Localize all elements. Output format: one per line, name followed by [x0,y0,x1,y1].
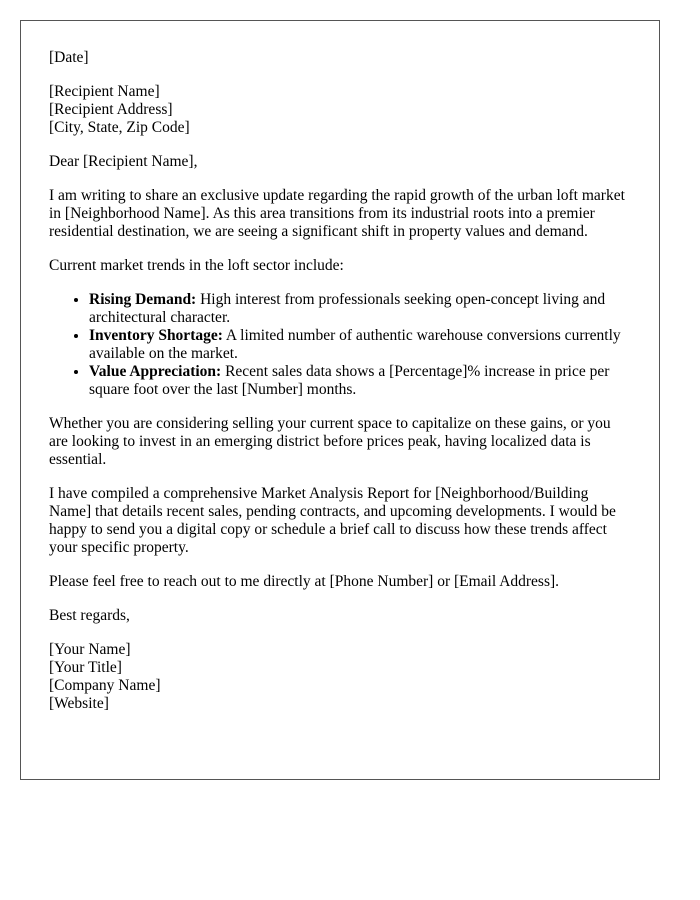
salutation: Dear [Recipient Name], [49,153,198,170]
trend-title: Inventory Shortage: [89,327,223,344]
letter-page [20,20,660,780]
trend-text: A limited number of authentic warehouse conversions currently available on the market. [89,327,621,362]
paragraph-contact: Please feel free to reach out to me directly at [Phone Number] or [Email Address]. [49,573,560,590]
signature-title: [Your Title] [49,659,122,676]
trends-list [49,291,631,399]
paragraph-intro: I am writing to share an exclusive update regarding the rapid growth of the urban loft market in [Neighborhood Name]. As this area transitions from its industrial roots into a premier residential destination, we are seeing a significant shift in property values and demand. [49,187,625,240]
recipient-address: [Recipient Address] [49,101,173,118]
closing: Best regards, [49,607,130,624]
signature-name: [Your Name] [49,641,131,658]
signature-company: [Company Name] [49,677,161,694]
trend-item [89,327,631,363]
recipient-city-state-zip: [City, State, Zip Code] [49,119,190,136]
paragraph-report: I have compiled a comprehensive Market Analysis Report for [Neighborhood/Building Name] that details recent sales, pending contracts, and upcoming developments. I would be happy to send you a digital copy or schedule a brief call to discuss how these trends affect your specific property. [49,485,616,556]
recipient-address-block [49,83,631,137]
trend-text: Recent sales data shows a [Percentage]% increase in price per square foot over the last [Number] months. [89,363,610,398]
recipient-name: [Recipient Name] [49,83,160,100]
trend-title: Rising Demand: [89,291,197,308]
paragraph-consider: Whether you are considering selling your current space to capitalize on these gains, or you are looking to invest in an emerging district before prices peak, having localized data is essential. [49,415,611,468]
trend-item [89,363,631,399]
signature-block [49,641,631,713]
trend-title: Value Appreciation: [89,363,222,380]
trends-intro: Current market trends in the loft sector include: [49,257,344,274]
date-block [49,49,631,67]
trend-item [89,291,631,327]
signature-website: [Website] [49,695,109,712]
trend-text: High interest from professionals seeking open-concept living and architectural character. [89,291,606,326]
letter-date: [Date] [49,49,89,66]
